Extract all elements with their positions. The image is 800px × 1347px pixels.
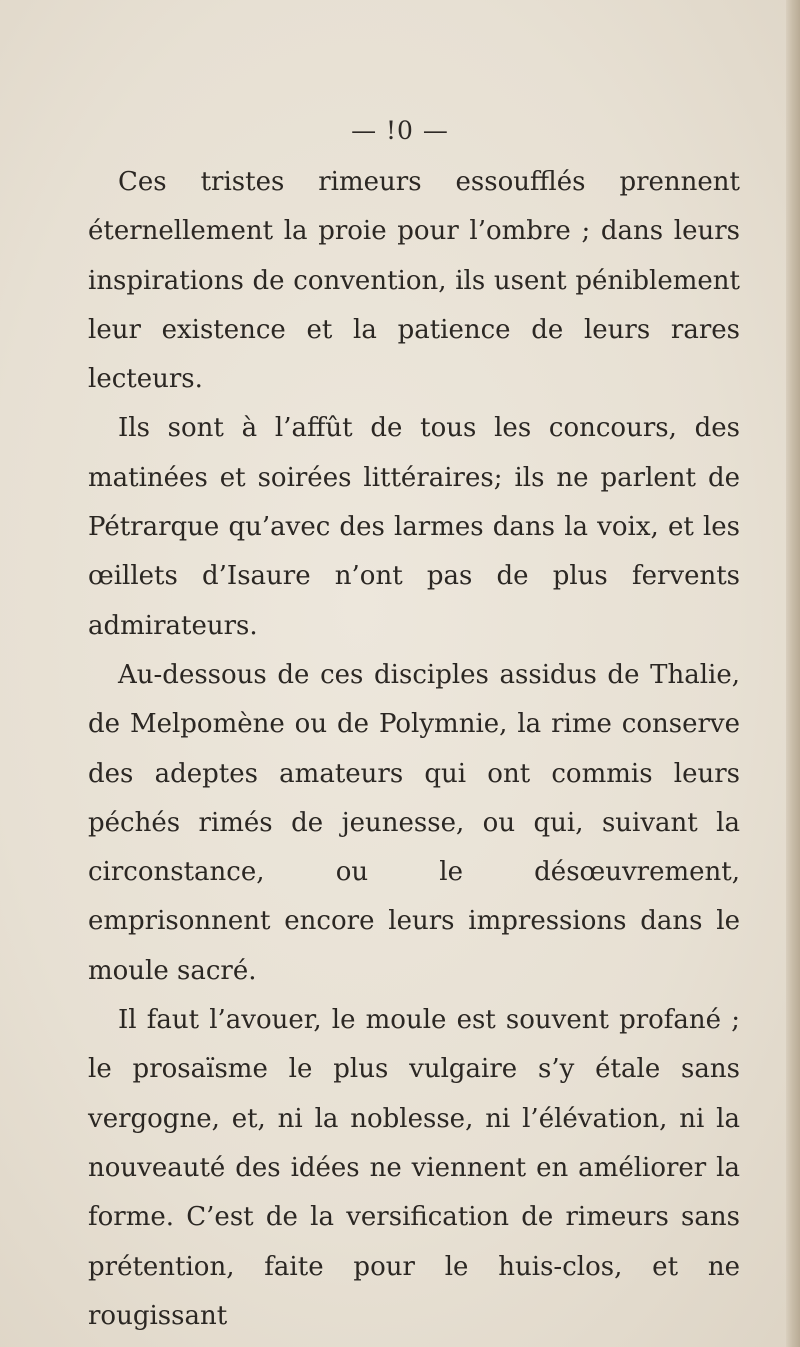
- paragraph-3: Au-dessous de ces disciples assidus de Thalie, de Melpomène ou de Polymnie, la rime conserve des adeptes amateurs qui ont commis leurs péchés rimés de jeunesse, ou qui, suivant la circonstance, ou le désœuvrement, emprisonnent encore leurs impressions dans le moule sacré.: [88, 659, 740, 986]
- page-edge-shadow: [786, 0, 800, 1347]
- paragraph-1: Ces tristes rimeurs essoufflés prennent éternellement la proie pour l’ombre ; dans leurs inspirations de convention, ils usent péniblement leur existence et la patience de leurs rares lecteurs.: [88, 167, 740, 395]
- page-number: — !0 —: [351, 116, 449, 145]
- body-text: [88, 158, 740, 1341]
- paragraph-4: Il faut l’avouer, le moule est souvent profané ; le prosaïsme le plus vulgaire s’y étale sans vergogne, et, ni la noblesse, ni l’élévation, ni la nouveauté des idées ne viennent en améliorer la forme. C’est de la versification de rimeurs sans prétention, faite pour le huis-clos, et ne rougissant: [88, 1005, 740, 1331]
- paragraph-2: Ils sont à l’affût de tous les concours, des matinées et soirées littéraires; ils ne parlent de Pétrarque qu’avec des larmes dans la voix, et les œillets d’Isaure n’ont pas de plus fervents admirateurs.: [88, 413, 740, 641]
